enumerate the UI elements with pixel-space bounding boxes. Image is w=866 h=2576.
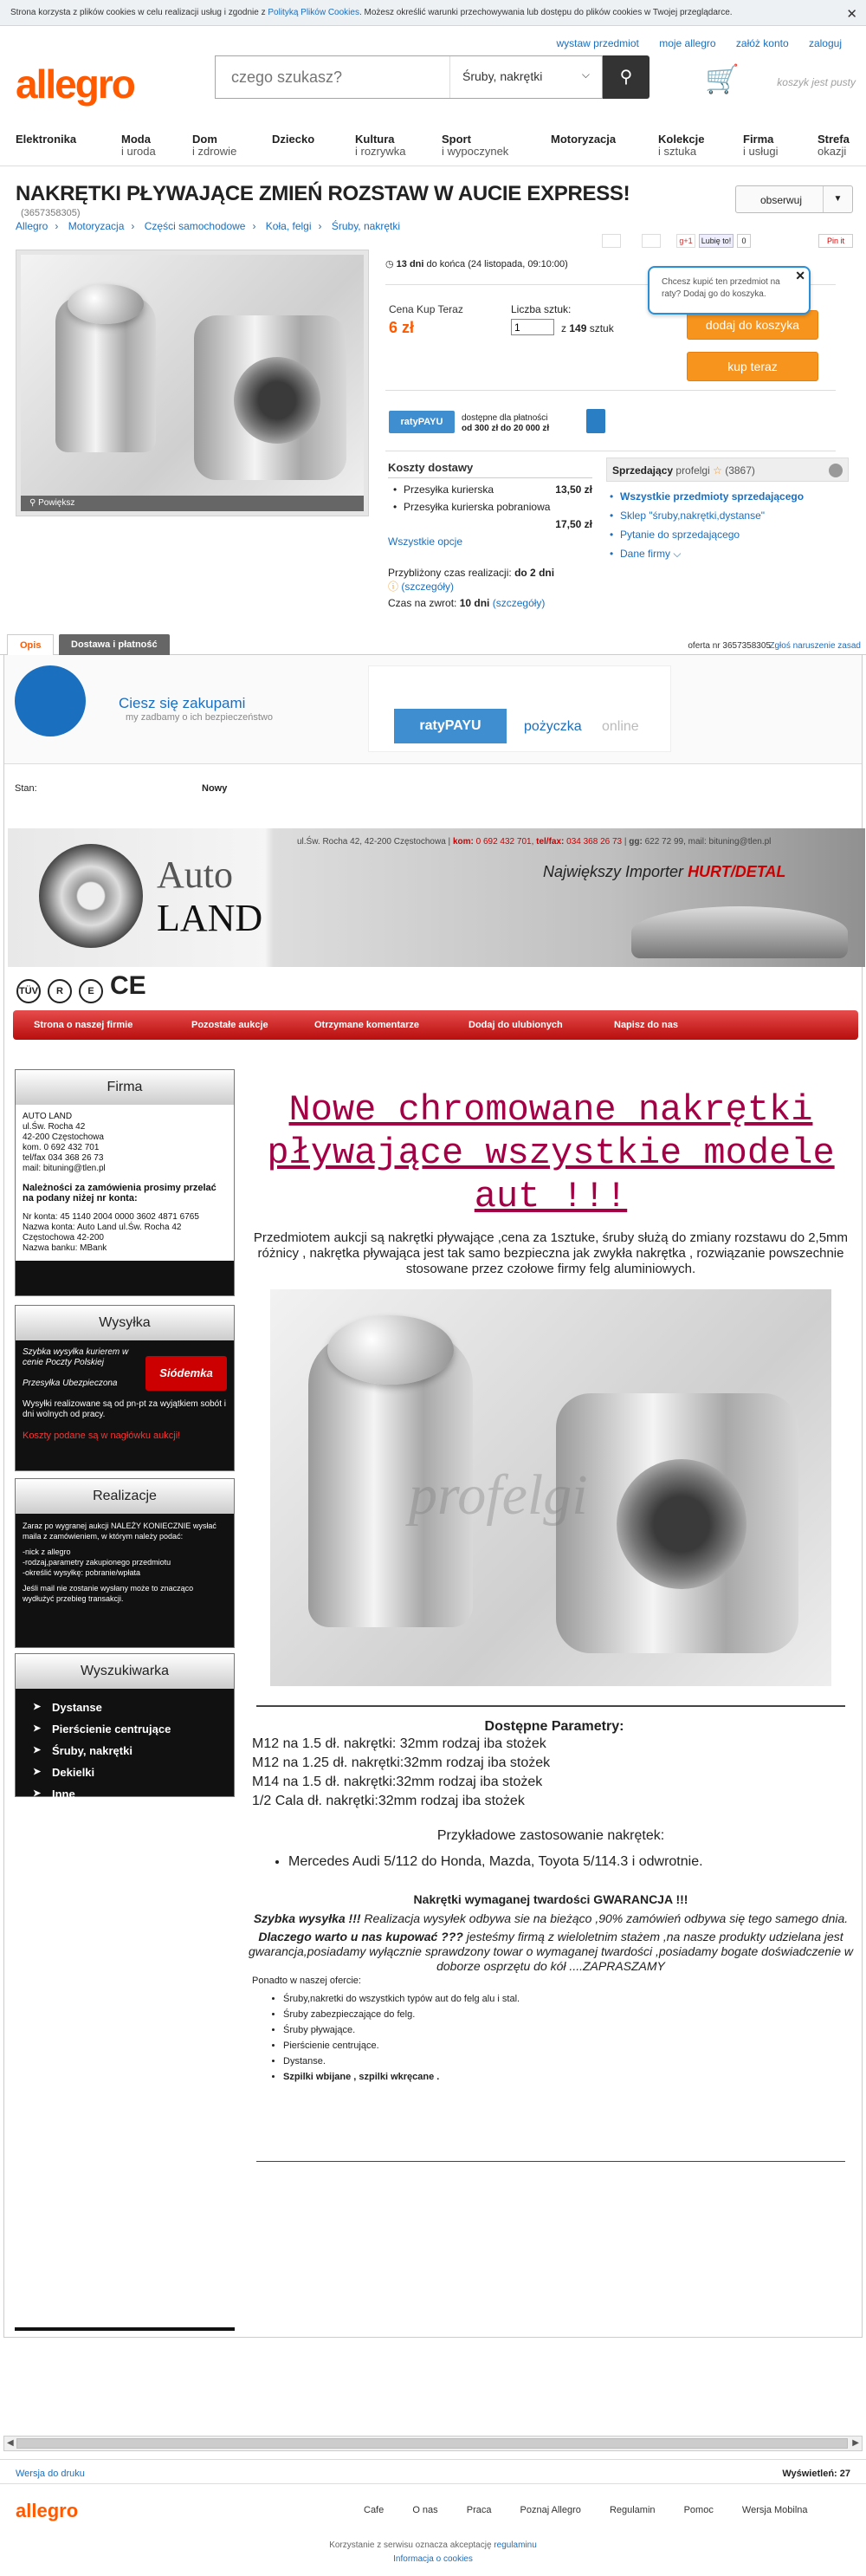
tab-opis[interactable]: Opis bbox=[7, 634, 54, 656]
umbrella-icon bbox=[15, 665, 86, 736]
watermark: profelgi bbox=[409, 1463, 588, 1527]
return-time bbox=[388, 597, 592, 609]
fast-text: Realizacja wysyłek odbywa sie na bieżąco ,90% zamówień odbywa się tego samego dnia. bbox=[360, 1911, 849, 1925]
category-nav bbox=[0, 125, 866, 166]
wysylka-title: Wysyłka bbox=[16, 1306, 234, 1340]
divider bbox=[256, 2161, 845, 2162]
importer-slogan bbox=[543, 863, 785, 881]
clock-icon: ◷ bbox=[385, 259, 397, 269]
auction-content bbox=[245, 1088, 856, 2162]
cookies-info-link[interactable]: Informacja o cookies bbox=[393, 2554, 473, 2564]
wysylka-line: Wysyłki realizowane są od pn-pt za wyjątkiem sobót i dni wolnych od pracy. bbox=[23, 1399, 227, 1419]
chevron-down-icon: ⌵ bbox=[673, 548, 682, 560]
firma-line: AUTO LAND bbox=[23, 1112, 73, 1121]
seller-shop-link[interactable]: Sklep "śruby,nakrętki,dystanse" bbox=[620, 509, 766, 522]
seller-name[interactable]: profelgi bbox=[675, 464, 710, 477]
breadcrumb-item[interactable]: Koła, felgi bbox=[265, 220, 312, 232]
nav-label: Sport bbox=[442, 133, 471, 146]
importer-text: Największy Importer bbox=[543, 863, 684, 880]
like-count: 0 bbox=[737, 234, 751, 248]
list-item: • Mercedes Audi 5/112 do Honda, Mazda, Toyota 5/114.3 i odwrotnie. bbox=[288, 1854, 856, 1870]
star-icon: ☆ bbox=[713, 464, 722, 477]
nav-dziecko[interactable] bbox=[272, 133, 314, 146]
horizontal-scrollbar[interactable] bbox=[3, 2436, 863, 2451]
end-date: do końca (24 listopada, 09:10:00) bbox=[426, 259, 568, 269]
allegro-logo[interactable]: allegro bbox=[16, 2500, 79, 2521]
product-image[interactable] bbox=[21, 255, 364, 497]
raty-tooltip bbox=[648, 266, 811, 315]
login-link[interactable]: zaloguj bbox=[808, 37, 842, 49]
nav-label: Firma bbox=[743, 133, 774, 146]
gplus-button[interactable]: g+1 bbox=[676, 234, 695, 248]
details-link[interactable]: (szczegóły) bbox=[492, 597, 546, 609]
allegro-logo[interactable]: allegro bbox=[16, 62, 134, 107]
search-box-seller bbox=[15, 1653, 235, 1801]
footer bbox=[0, 2483, 866, 2535]
delivery-time-label: Przybliżony czas realizacji: bbox=[388, 567, 512, 579]
return-value: 10 dni bbox=[459, 597, 490, 609]
print-version-link[interactable]: Wersja do druku bbox=[16, 2469, 85, 2479]
add-favourites-link[interactable]: Dodaj do ulubionych bbox=[469, 1020, 563, 1030]
bank-line: Nr konta: 45 1140 2004 0000 3602 4871 6765 bbox=[23, 1212, 199, 1222]
firma-body bbox=[16, 1105, 234, 1261]
breadcrumb bbox=[16, 220, 407, 232]
lead-text: Przedmiotem aukcji są nakrętki pływające ,cena za 1sztuke, śruby służą do zmiany rozstawu do 2,5mm różnicy , nakrętka pływająca jest tak samo bezpieczna jak zwykła nakrętka , rozwiązanie powszechnie stosowane przez czołowe firmy felg aluminiowych. bbox=[253, 1230, 849, 1276]
nav-sublabel: i wypoczynek bbox=[442, 145, 509, 158]
search-input[interactable] bbox=[216, 56, 439, 98]
shipping-cost: 13,50 zł bbox=[555, 483, 592, 496]
shipping-method: Przesyłka kurierska bbox=[404, 483, 494, 496]
seller-label: Sprzedający bbox=[612, 464, 674, 477]
nav-label: Dom bbox=[192, 133, 217, 146]
wysylka-box bbox=[15, 1305, 235, 1471]
firma-line: 42-200 Częstochowa bbox=[23, 1132, 104, 1142]
nav-dom[interactable] bbox=[192, 133, 236, 158]
breadcrumb-item[interactable]: Allegro bbox=[16, 220, 48, 232]
facebook-like-button[interactable]: Lubię to! bbox=[699, 234, 734, 248]
raty-line-2: od 300 zł do 20 000 zł bbox=[462, 424, 550, 433]
footer-link-mobile[interactable]: Wersja Mobilna bbox=[741, 2505, 808, 2515]
wysz-title: Wyszukiwarka bbox=[16, 1654, 234, 1689]
header bbox=[0, 52, 866, 106]
comments-link[interactable]: Otrzymane komentarze bbox=[314, 1020, 420, 1030]
bank-line: Nazwa banku: MBank bbox=[23, 1243, 107, 1253]
promo-banner bbox=[4, 655, 862, 764]
why-text: jesteśmy firmą z wieloletnim stażem ,na nasze produkty udzielana jest gwarancja,posiadamy wyłącznie sprawdzony towar o wymaganej twardości ,posiadamy bogate doświadczenie w doborze osprzętu do kół ....ZAPRASZAMY bbox=[248, 1930, 854, 1973]
param-row: M12 na 1.25 dł. nakrętki:32mm rodzaj iba stożek bbox=[252, 1755, 551, 1770]
realizacja-item: -nick z allegro bbox=[23, 1548, 71, 1556]
list-item bbox=[606, 525, 849, 544]
divider bbox=[385, 390, 836, 391]
list-item: • Śruby pływające. bbox=[283, 2022, 856, 2038]
raty-payu-logo[interactable]: ratyPAYU bbox=[394, 709, 507, 743]
brand-auto: Auto bbox=[157, 853, 233, 896]
twitter-icon[interactable] bbox=[642, 234, 661, 248]
page-title: NAKRĘTKI PŁYWAJĄCE ZMIEŃ ROZSTAW W AUCIE EXPRESS! bbox=[16, 182, 630, 205]
nav-moda[interactable] bbox=[121, 133, 156, 158]
nav-firma[interactable] bbox=[743, 133, 778, 158]
realizacja-body bbox=[16, 1514, 234, 1611]
sell-item-link[interactable]: wystaw przedmiot bbox=[556, 37, 639, 49]
list-item: • Szpilki wbijane , szpilki wkręcane . bbox=[283, 2069, 856, 2085]
cookie-policy-link[interactable]: Polityką Plików Cookies bbox=[268, 8, 359, 17]
close-icon[interactable]: ✕ bbox=[795, 269, 805, 282]
wysylka-line: Szybka wysyłka kurierem w cenie Poczty Polskiej bbox=[23, 1347, 129, 1367]
nav-sublabel: i sztuka bbox=[658, 145, 697, 158]
delivery-time bbox=[388, 567, 592, 579]
param-row: 1/2 Cala dł. nakrętki:32mm rodzaj iba stożek bbox=[252, 1794, 525, 1808]
calculator-icon[interactable] bbox=[586, 409, 605, 433]
e-icon: E bbox=[79, 979, 103, 1003]
footer-link-poznaj[interactable]: Poznaj Allegro bbox=[520, 2505, 581, 2515]
cookie-text-2: . Możesz określić warunki przechowywania lub dostępu do plików cookies w Twojej przeglądarce. bbox=[359, 8, 733, 17]
online-label: online bbox=[602, 719, 639, 734]
details-link[interactable]: (szczegóły) bbox=[401, 581, 455, 593]
seller-links bbox=[606, 487, 849, 564]
list-item bbox=[606, 506, 849, 525]
nut-cap bbox=[327, 1315, 454, 1385]
pinterest-button[interactable]: Pin it bbox=[818, 234, 853, 248]
address: ul.Św. Rocha 42, 42-200 Częstochowa bbox=[297, 837, 446, 847]
info-icon: ⓘ bbox=[388, 581, 402, 593]
add-to-cart-button[interactable]: dodaj do koszyka bbox=[687, 310, 818, 340]
firma-line: ul.Św. Rocha 42 bbox=[23, 1122, 86, 1132]
scroll-right-icon[interactable]: ▶ bbox=[852, 2438, 859, 2448]
chevron-down-icon[interactable]: ▼ bbox=[823, 186, 852, 212]
list-item: • Śruby,nakretki do wszystkich typów aut do felg alu i stal. bbox=[283, 1991, 856, 2007]
why-us bbox=[245, 1930, 856, 1974]
nav-kultura[interactable] bbox=[355, 133, 406, 158]
footer-link-regulamin[interactable]: Regulamin bbox=[609, 2505, 656, 2515]
price-value: 6 zł bbox=[389, 319, 415, 336]
bank-line: Nazwa konta: Auto Land ul.Św. Rocha 42 bbox=[23, 1223, 182, 1232]
raty-info bbox=[462, 413, 549, 434]
social-bar bbox=[602, 232, 853, 250]
firma-note: Należności za zamówienia prosimy przelać na podany niżej nr konta: bbox=[23, 1183, 216, 1204]
raty-line-1: dostępne dla płatności bbox=[462, 413, 548, 423]
seller-header bbox=[606, 457, 849, 482]
nav-sublabel: i zdrowie bbox=[192, 145, 237, 158]
product-image-large bbox=[270, 1289, 831, 1686]
search-category-value: Śruby, nakrętki bbox=[462, 69, 543, 83]
arrow-icon[interactable] bbox=[829, 464, 843, 477]
nav-label: Dziecko bbox=[272, 133, 315, 146]
qty-max: 149 bbox=[569, 322, 587, 334]
car-image bbox=[631, 906, 848, 958]
hurt-detal: HURT/DETAL bbox=[688, 863, 786, 880]
firma-title: Firma bbox=[16, 1070, 234, 1105]
my-allegro-link[interactable]: moje allegro bbox=[659, 37, 716, 49]
all-shipping-options-link[interactable]: Wszystkie opcje bbox=[388, 535, 463, 548]
zoom-label: Powiększ bbox=[38, 498, 75, 508]
report-link[interactable]: Zgłoś naruszenie zasad bbox=[769, 641, 861, 651]
zoom-bar[interactable] bbox=[21, 496, 364, 511]
seller-items-link[interactable]: Wszystkie przedmioty sprzedającego bbox=[620, 490, 805, 503]
register-link[interactable]: załóż konto bbox=[735, 37, 789, 49]
params-title: Dostępne Parametry: bbox=[484, 1719, 624, 1734]
wysz-item-sruby[interactable]: ➤ Śruby, nakrętki bbox=[33, 1741, 234, 1762]
write-to-us-link[interactable]: Napisz do nas bbox=[614, 1020, 678, 1030]
firma-line: mail: bituning@tlen.pl bbox=[23, 1164, 106, 1173]
search-icon: ⚲ bbox=[619, 68, 633, 87]
parameters bbox=[245, 1719, 856, 1811]
tel-number: 034 368 26 73 bbox=[566, 837, 623, 847]
pozyczka-label[interactable]: pożyczka bbox=[524, 719, 582, 734]
realizacja-line: Zaraz po wygranej aukcji NALEŻY KONIECZNIE wysłać maila z zamówieniem, w którym należy podać: bbox=[23, 1522, 216, 1541]
nav-label: Strefa bbox=[818, 133, 850, 146]
footer-link-onas[interactable]: O nas bbox=[412, 2505, 438, 2515]
brand-land: LAND bbox=[157, 897, 263, 939]
usage-title: Przykładowe zastosowanie nakrętek: bbox=[436, 1828, 665, 1843]
auction-end bbox=[385, 258, 568, 269]
top-links bbox=[0, 26, 866, 52]
firma-box bbox=[15, 1069, 235, 1296]
view-count: Wyświetleń: 27 bbox=[782, 2469, 850, 2479]
other-auctions-link[interactable]: Pozostałe aukcje bbox=[191, 1020, 268, 1030]
footer-link-cafe[interactable]: Cafe bbox=[364, 2505, 385, 2515]
footer-link-pomoc[interactable]: Pomoc bbox=[683, 2505, 714, 2515]
ask-seller-link[interactable]: Pytanie do sprzedającego bbox=[620, 529, 740, 541]
watch-button[interactable] bbox=[735, 185, 853, 213]
basket-icon[interactable]: 🛒 bbox=[705, 63, 740, 94]
shipping-title: Koszty dostawy bbox=[388, 461, 592, 478]
nav-kolekcje[interactable] bbox=[658, 133, 704, 158]
nav-label: Kultura bbox=[355, 133, 395, 146]
delivery-details bbox=[388, 579, 592, 594]
tabs bbox=[0, 634, 866, 655]
breadcrumb-separator: › bbox=[55, 220, 59, 232]
bank-line: Częstochowa 42-200 bbox=[23, 1233, 104, 1243]
list-item: • Śruby zabezpieczające do felg. bbox=[283, 2007, 856, 2022]
shipping-row bbox=[388, 501, 592, 518]
tooltip-text: Chcesz kupić ten przedmiot na raty? Dodaj go do koszyka. bbox=[662, 277, 780, 299]
qty-of-1: z bbox=[561, 322, 566, 334]
nav-label: Kolekcje bbox=[658, 133, 705, 146]
divider bbox=[15, 2327, 235, 2331]
footer-link-praca[interactable]: Praca bbox=[466, 2505, 492, 2515]
list-item: • Dystanse. bbox=[283, 2054, 856, 2069]
condition-label: Stan: bbox=[15, 783, 37, 794]
nut-cap bbox=[68, 284, 144, 324]
breadcrumb-item[interactable]: Śruby, nakrętki bbox=[331, 220, 400, 232]
nav-sublabel: okazji bbox=[818, 145, 847, 158]
search-box bbox=[215, 55, 603, 99]
certificates bbox=[16, 971, 153, 1003]
headline: Nowe chromowane nakrętki pływające wszystkie modele aut !!! bbox=[267, 1089, 835, 1217]
raty-payu-logo[interactable]: ratyPAYU bbox=[389, 411, 455, 433]
fast-title: Szybka wysyłka !!! bbox=[253, 1911, 361, 1925]
basket-status[interactable]: koszyk jest pusty bbox=[777, 76, 856, 88]
about-company-link[interactable]: Strona o naszej firmie bbox=[34, 1020, 133, 1030]
param-row: M12 na 1.5 dł. nakrętki: 32mm rodzaj iba stożek bbox=[252, 1736, 546, 1751]
product-photo[interactable] bbox=[16, 250, 369, 516]
qty-of-2: sztuk bbox=[589, 322, 614, 334]
wysz-item-dystanse[interactable]: ➤ Dystanse bbox=[33, 1697, 234, 1719]
nav-sport[interactable] bbox=[442, 133, 508, 158]
list-item: • Pierścienie centrujące. bbox=[283, 2038, 856, 2054]
description bbox=[3, 655, 863, 2338]
close-icon[interactable]: ✕ bbox=[846, 7, 857, 22]
kom-number: 0 692 432 701, bbox=[475, 837, 534, 847]
realizacja-line: Jeśli mail nie zostanie wysłany może to znacząco wydłużyć przebieg transakcji. bbox=[23, 1584, 194, 1603]
realizacja-item: -rodzaj,parametry zakupionego przedmiotu bbox=[23, 1558, 171, 1567]
tuv-icon: TÜV bbox=[16, 979, 41, 1003]
footer-links bbox=[364, 2505, 834, 2515]
email-icon[interactable] bbox=[602, 234, 621, 248]
copyright bbox=[0, 2539, 866, 2566]
promo-subtitle: my zadbamy o ich bezpieczeństwo bbox=[126, 712, 273, 723]
ce-icon: CE bbox=[110, 971, 146, 1000]
nut-thread bbox=[234, 357, 320, 444]
hardness-note: Nakrętki wymaganej twardości GWARANCJA !!! bbox=[413, 1892, 688, 1906]
contact-line: ul.Św. Rocha 42, 42-200 Częstochowa | kom: 0 692 432 701, tel/fax: 034 368 26 73 | gg: 622 72 99, mail: bituning@tlen.pl bbox=[297, 837, 772, 847]
nav-label: Elektronika bbox=[16, 133, 77, 146]
realizacja-item: -określić wysyłkę: pobranie/wpłata bbox=[23, 1568, 141, 1577]
chevron-down-icon: ⌵ bbox=[581, 68, 590, 81]
watch-label: obserwuj bbox=[760, 194, 803, 206]
siodemka-logo: Siódemka bbox=[145, 1356, 227, 1391]
wheel-image bbox=[39, 844, 143, 948]
return-label: Czas na zwrot: bbox=[388, 597, 457, 609]
wysz-item-inne[interactable]: ➤ Inne bbox=[33, 1784, 234, 1806]
nav-sublabel: i usługi bbox=[743, 145, 779, 158]
search-category-select[interactable] bbox=[449, 56, 602, 98]
fast-shipping bbox=[245, 1911, 856, 1926]
usage bbox=[245, 1828, 856, 1870]
delivery-time-value: do 2 dni bbox=[514, 567, 555, 579]
nav-sublabel: i rozrywka bbox=[355, 145, 406, 158]
offer-number: oferta nr 3657358305 bbox=[688, 641, 771, 651]
breadcrumb-separator: › bbox=[252, 220, 256, 232]
breadcrumb-item[interactable]: Motoryzacja bbox=[68, 220, 125, 232]
firma-line: kom. 0 692 432 701 bbox=[23, 1143, 100, 1152]
breadcrumb-separator: › bbox=[318, 220, 322, 232]
cookie-text-1: Strona korzysta z plików cookies w celu realizacji usług i zgodnie z bbox=[10, 8, 268, 17]
search-icon: ⚲ bbox=[29, 498, 39, 508]
shipping-row bbox=[388, 483, 592, 501]
item-main bbox=[0, 236, 866, 634]
regulamin-link[interactable]: regulaminu bbox=[494, 2540, 537, 2550]
nav-elektronika[interactable] bbox=[16, 133, 76, 146]
tab-dostawa[interactable]: Dostawa i płatność bbox=[59, 634, 170, 655]
print-bar bbox=[0, 2459, 866, 2483]
param-row: M14 na 1.5 dł. nakrętki:32mm rodzaj iba stożek bbox=[252, 1775, 543, 1789]
more-title: Ponadto w naszej ofercie: bbox=[252, 1976, 361, 1986]
nav-motoryzacja[interactable] bbox=[551, 133, 616, 146]
why-title: Dlaczego warto u nas kupować ??? bbox=[258, 1930, 463, 1943]
nav-label: Motoryzacja bbox=[551, 133, 617, 146]
item-id: (3657358305) bbox=[21, 208, 81, 218]
title-bar bbox=[0, 166, 866, 236]
seller-menu bbox=[13, 1010, 858, 1040]
gg-label: gg: bbox=[629, 837, 643, 847]
shipping-cost: 17,50 zł bbox=[555, 518, 592, 530]
breadcrumb-separator: › bbox=[131, 220, 135, 232]
nav-strefa[interactable] bbox=[818, 133, 850, 158]
cookie-bar bbox=[0, 0, 866, 26]
firma-line: tel/fax 034 368 26 73 bbox=[23, 1153, 104, 1163]
nav-sublabel: i uroda bbox=[121, 145, 156, 158]
scrollbar-thumb[interactable] bbox=[16, 2438, 848, 2449]
search-button[interactable] bbox=[603, 55, 650, 99]
quantity-input[interactable] bbox=[511, 319, 554, 335]
wysylka-note: Koszty podane są w nagłówku aukcji! bbox=[23, 1431, 181, 1441]
shipping-panel bbox=[388, 461, 592, 609]
list-item bbox=[606, 544, 849, 564]
quantity-label: Liczba sztuk: bbox=[511, 303, 572, 315]
wysylka-line: Przesyłka Ubezpieczona bbox=[23, 1379, 118, 1388]
buy-now-button[interactable]: kup teraz bbox=[687, 352, 818, 381]
seller-rating[interactable]: (3867) bbox=[725, 464, 755, 477]
wysz-list bbox=[16, 1689, 234, 1806]
wysz-item-dekielki[interactable]: ➤ Dekielki bbox=[33, 1762, 234, 1784]
wysz-item-pierscienie[interactable]: ➤ Pierścienie centrujące bbox=[33, 1719, 234, 1741]
more-offer bbox=[245, 1976, 856, 2085]
quantity-available bbox=[561, 322, 614, 334]
realizacja-box bbox=[15, 1478, 235, 1648]
seller-panel bbox=[606, 457, 849, 564]
nav-label: Moda bbox=[121, 133, 151, 146]
end-days: 13 dni bbox=[396, 259, 424, 269]
breadcrumb-item[interactable]: Części samochodowe bbox=[144, 220, 246, 232]
kom-label: kom: bbox=[452, 837, 474, 847]
condition-value: Nowy bbox=[202, 783, 228, 794]
shipping-method: Przesyłka kurierska pobraniowa bbox=[404, 501, 551, 513]
tel-label: tel/fax: bbox=[536, 837, 565, 847]
seller-banner bbox=[8, 828, 865, 967]
company-data-link[interactable]: Dane firmy bbox=[620, 548, 671, 560]
promo-title: Ciesz się zakupami bbox=[119, 695, 246, 711]
realizacja-title: Realizacje bbox=[16, 1479, 234, 1514]
scroll-left-icon[interactable]: ◀ bbox=[7, 2438, 14, 2448]
nut-thread bbox=[617, 1459, 746, 1589]
copy-text: Korzystanie z serwisu oznacza akceptację bbox=[329, 2540, 492, 2550]
gg-number: 622 72 99, mail: bituning@tlen.pl bbox=[644, 837, 772, 847]
wysylka-body bbox=[16, 1340, 234, 1448]
price-label: Cena Kup Teraz bbox=[389, 303, 463, 315]
divider bbox=[256, 1705, 845, 1707]
list-item bbox=[606, 487, 849, 506]
r-icon: R bbox=[48, 979, 72, 1003]
